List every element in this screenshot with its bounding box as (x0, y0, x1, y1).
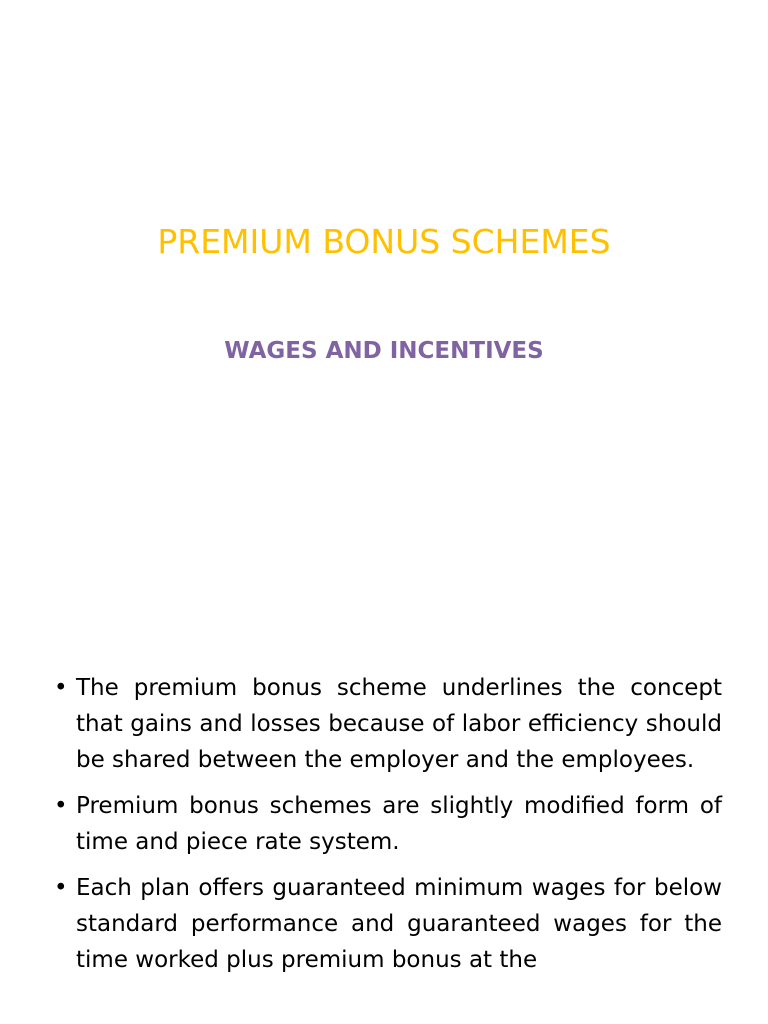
bullet-icon: • (54, 875, 68, 901)
bullet-item (46, 788, 722, 860)
bullet-icon: • (54, 793, 68, 819)
slide-title: PREMIUM BONUS SCHEMES (157, 222, 611, 261)
slide-subtitle: WAGES AND INCENTIVES (224, 338, 544, 364)
bullet-text: Each plan offers guaranteed minimum wages for below standard performance and guaranteed wages for the time worked plus premium bonus at the (76, 875, 722, 973)
bullet-list (46, 670, 722, 988)
bullet-item (46, 870, 722, 978)
bullet-text: Premium bonus schemes are slightly modified form of time and piece rate system. (76, 793, 722, 855)
bullet-item (46, 670, 722, 778)
bullet-text: The premium bonus scheme underlines the concept that gains and losses because of labor efficiency should be shared between the employer and the employees. (76, 675, 722, 773)
bullet-icon: • (54, 675, 68, 701)
